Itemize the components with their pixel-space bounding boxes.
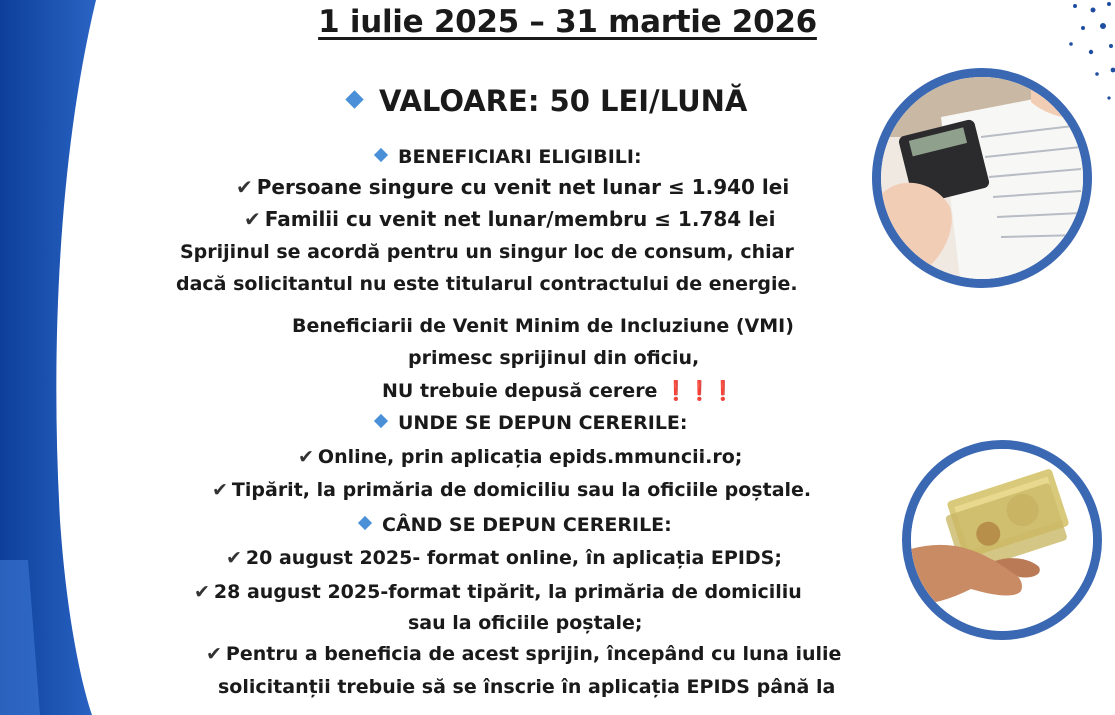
check-icon: ✔ [298,446,314,468]
where-heading: UNDE SE DEPUN CERERILE: [376,412,688,434]
eligible-item-single: ✔ Persoane singure cu venit net lunar ≤ 1.940 lei [236,175,790,199]
eligible-note-line2: dacă solicitantul nu este titularul contractului de energie. [176,273,798,295]
when-item-print-line1: ✔ 28 august 2025-format tipărit, la primăria de domiciliu [194,581,802,603]
period-title: 1 iulie 2025 – 31 martie 2026 [318,4,817,40]
diamond-bullet-icon [374,147,388,161]
diamond-bullet-icon [358,515,372,529]
when-item-deadline-line1: ✔ Pentru a beneficia de acest sprijin, începând cu luna iulie [206,643,842,665]
vmi-line1: Beneficiarii de Venit Minim de Incluziune (VMI) [292,315,794,337]
vmi-line2: primesc sprijinul din oficiu, [408,347,700,369]
when-item-online: ✔ 20 august 2025- format online, în aplicația EPIDS; [226,547,782,569]
when-item-deadline-line2: solicitanții trebuie să se înscrie în aplicația EPIDS până la [218,676,836,698]
check-icon: ✔ [236,175,253,199]
eligible-note-line1: Sprijinul se acordă pentru un singur loc de consum, chiar [180,241,794,263]
calculator-illustration-icon [881,77,1083,279]
vmi-line3: NU trebuie depusă cerere ❗❗❗ [382,380,736,402]
when-item-print-line2: sau la oficiile poștale; [408,612,643,634]
eligible-heading: BENEFICIARI ELIGIBILI: [376,146,642,168]
eligible-item-family: ✔ Familii cu venit net lunar/membru ≤ 1.784 lei [244,207,776,231]
where-item-online: ✔ Online, prin aplicația epids.mmuncii.ro; [298,446,743,468]
check-icon: ✔ [244,207,261,231]
check-icon: ✔ [226,547,242,569]
when-heading: CÂND SE DEPUN CERERILE: [360,514,672,536]
check-icon: ✔ [194,581,210,603]
check-icon: ✔ [206,643,222,665]
diamond-bullet-icon [345,90,363,108]
money-hand-illustration-icon [911,449,1093,631]
where-item-print: ✔ Tipărit, la primăria de domiciliu sau la oficiile poștale. [212,479,812,501]
exclamation-icons: ❗❗❗ [664,380,736,402]
banknotes-photo [902,440,1102,640]
check-icon: ✔ [212,479,228,501]
left-decorative-shape [0,0,130,715]
diamond-bullet-icon [374,413,388,427]
calculator-photo [872,68,1092,288]
value-line [348,84,747,118]
value-text: VALOARE: 50 LEI/LUNĂ [379,84,748,118]
